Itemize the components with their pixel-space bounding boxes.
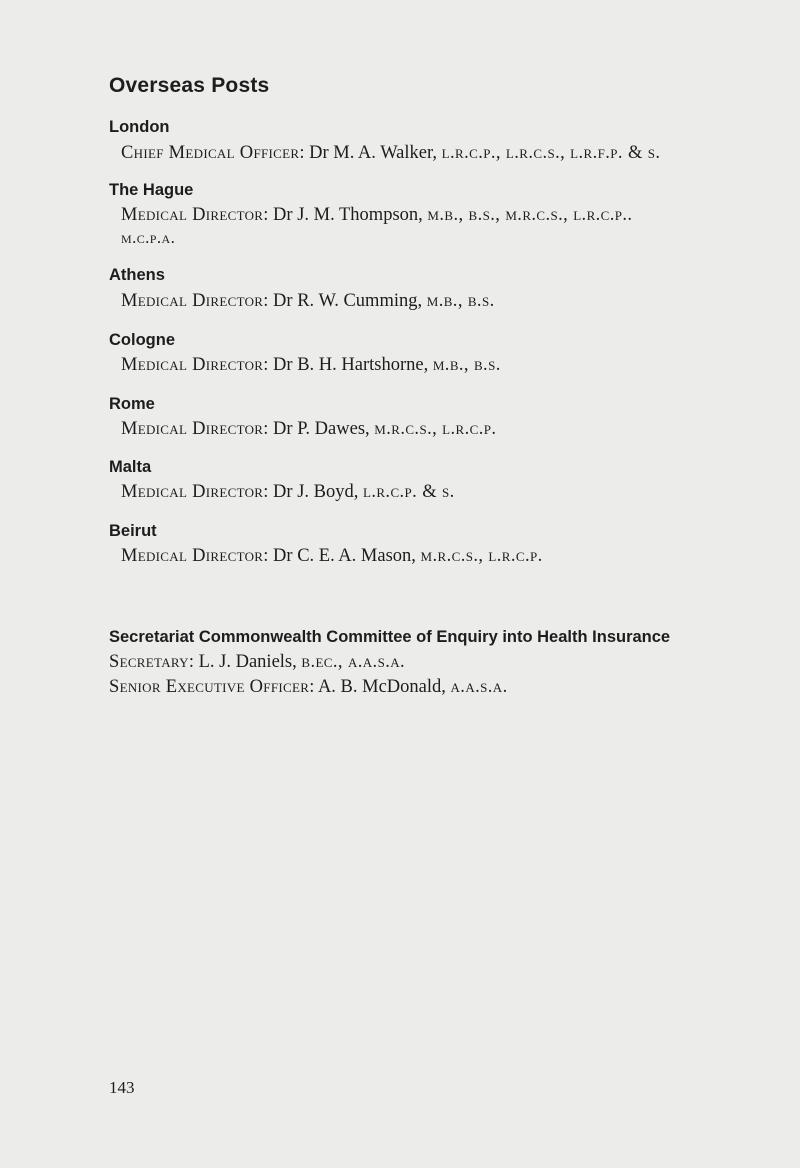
secretariat-role: Senior Executive Officer (109, 677, 310, 697)
secretariat-entry-secretary: Secretary: L. J. Daniels, b.ec., a.a.s.a. (109, 652, 406, 672)
post-role: Medical Director (121, 546, 264, 566)
page-number: 143 (109, 1078, 135, 1097)
post-city-malta: Malta (109, 458, 152, 476)
post-city-cologne: Cologne (109, 331, 175, 349)
post-city-rome: Rome (109, 395, 155, 413)
post-role: Medical Director (121, 482, 264, 502)
post-qualifications: m.r.c.s., l.r.c.p. (374, 419, 497, 439)
post-name: Dr M. A. Walker, (309, 143, 438, 163)
secretariat-entry-senior-executive-officer: Senior Executive Officer: A. B. McDonald, a.a.s.a. (109, 677, 508, 697)
post-entry-athens: Medical Director: Dr R. W. Cumming, m.b., b.s. (121, 291, 495, 311)
secretariat-role: Secretary (109, 652, 189, 672)
page-heading: Overseas Posts (109, 74, 270, 97)
post-city-the-hague: The Hague (109, 181, 194, 199)
post-city-london: London (109, 118, 170, 136)
secretariat-name: L. J. Daniels, (198, 652, 297, 672)
secretariat-qualifications: a.a.s.a. (450, 677, 508, 697)
post-role: Medical Director (121, 419, 264, 439)
post-name: Dr R. W. Cumming, (273, 291, 423, 311)
post-name: Dr J. Boyd, (273, 482, 359, 502)
post-name: Dr J. M. Thompson, (273, 205, 423, 225)
post-city-athens: Athens (109, 266, 165, 284)
post-entry-the-hague: Medical Director: Dr J. M. Thompson, m.b., b.s., m.r.c.s., l.r.c.p.. (121, 205, 633, 225)
post-qualifications: m.b., b.s. (432, 355, 501, 375)
post-name: Dr B. H. Hartshorne, (273, 355, 429, 375)
secretariat-heading: Secretariat Commonwealth Committee of Enquiry into Health Insurance (109, 628, 671, 646)
post-entry-cologne: Medical Director: Dr B. H. Hartshorne, m.b., b.s. (121, 355, 501, 375)
post-entry-rome: Medical Director: Dr P. Dawes, m.r.c.s., l.r.c.p. (121, 419, 497, 439)
secretariat-name: A. B. McDonald, (317, 677, 446, 697)
post-name: Dr C. E. A. Mason, (273, 546, 416, 566)
post-qualifications: m.b., b.s., m.r.c.s., l.r.c.p.. (427, 205, 633, 225)
post-role: Chief Medical Officer (121, 143, 300, 163)
post-qualifications: m.b., b.s. (426, 291, 495, 311)
post-qualifications: l.r.c.p. & s. (362, 482, 455, 502)
post-role: Medical Director (121, 205, 264, 225)
secretariat-qualifications: b.ec., a.a.s.a. (301, 652, 406, 672)
post-role: Medical Director (121, 355, 264, 375)
post-role: Medical Director (121, 291, 264, 311)
post-qualifications-continuation: m.c.p.a. (121, 228, 176, 247)
post-qualifications: m.r.c.s., l.r.c.p. (420, 546, 543, 566)
post-entry-malta: Medical Director: Dr J. Boyd, l.r.c.p. & s. (121, 482, 455, 502)
post-qualifications: l.r.c.p., l.r.c.s., l.r.f.p. & s. (441, 143, 661, 163)
post-city-beirut: Beirut (109, 522, 157, 540)
post-name: Dr P. Dawes, (273, 419, 370, 439)
post-entry-beirut: Medical Director: Dr C. E. A. Mason, m.r.c.s., l.r.c.p. (121, 546, 543, 566)
post-entry-london: Chief Medical Officer: Dr M. A. Walker, l.r.c.p., l.r.c.s., l.r.f.p. & s. (121, 143, 661, 163)
